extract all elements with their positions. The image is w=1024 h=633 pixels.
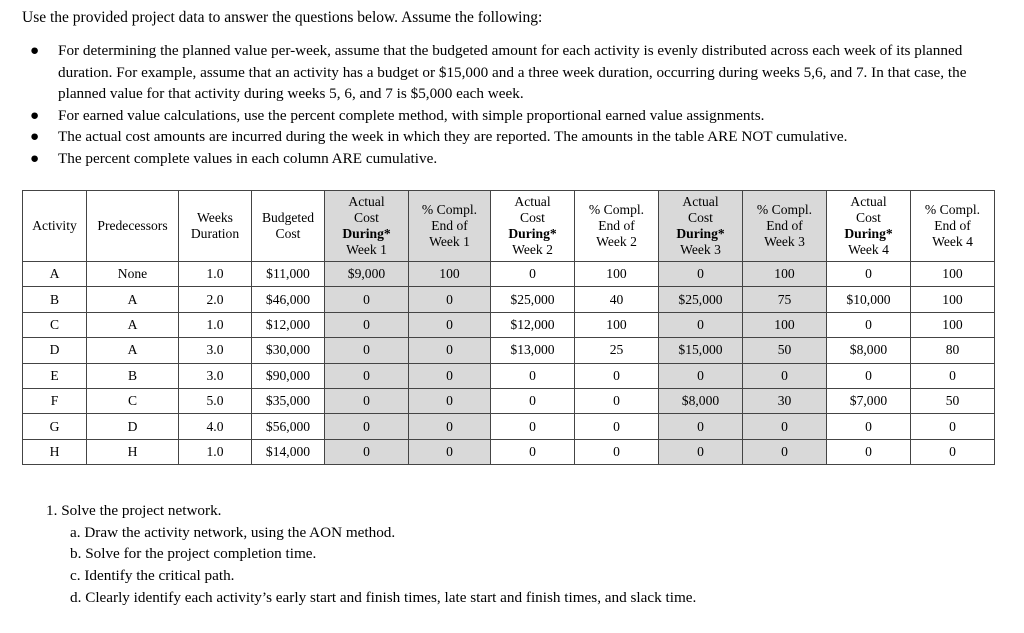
header-predecessors: Predecessors (87, 191, 179, 262)
header-budget: Budgeted Cost (252, 191, 325, 262)
table-cell: 1.0 (179, 262, 252, 287)
table-cell: 5.0 (179, 388, 252, 413)
header-pct-week4: % Compl. End of Week 4 (911, 191, 995, 262)
table-cell: $35,000 (252, 388, 325, 413)
table-cell: 25 (575, 338, 659, 363)
table-row (23, 439, 995, 464)
table-cell: 0 (325, 363, 409, 388)
table-cell: 2.0 (179, 287, 252, 312)
table-cell: G (23, 414, 87, 439)
table-row (23, 363, 995, 388)
table-cell: 0 (325, 312, 409, 337)
table-cell: $12,000 (252, 312, 325, 337)
table-cell: A (23, 262, 87, 287)
table-cell: 0 (827, 363, 911, 388)
table-cell: C (23, 312, 87, 337)
table-cell: C (87, 388, 179, 413)
table-cell: 0 (409, 312, 491, 337)
table-cell: 0 (409, 363, 491, 388)
header-actual-week2: Actual Cost During* Week 2 (491, 191, 575, 262)
table-cell: 0 (491, 363, 575, 388)
table-cell: B (23, 287, 87, 312)
table-cell: 75 (743, 287, 827, 312)
header-duration: Weeks Duration (179, 191, 252, 262)
table-cell: 0 (409, 439, 491, 464)
table-body (23, 262, 995, 465)
table-cell: $15,000 (659, 338, 743, 363)
assumptions-list (20, 40, 1010, 169)
table-cell: $56,000 (252, 414, 325, 439)
table-cell: 3.0 (179, 363, 252, 388)
table-cell: $8,000 (827, 338, 911, 363)
table-cell: 0 (409, 388, 491, 413)
table-cell: 0 (743, 363, 827, 388)
table-cell: 0 (409, 414, 491, 439)
table-cell: 0 (827, 439, 911, 464)
table-cell: 30 (743, 388, 827, 413)
question-sub-b: b. Solve for the project completion time. (70, 545, 317, 563)
table-cell: 0 (743, 414, 827, 439)
assumption-item: ● The actual cost amounts are incurred during the week in which they are reported. The amounts in the table ARE NOT cumulative. (20, 126, 1010, 148)
table-row (23, 262, 995, 287)
intro-text: Use the provided project data to answer the questions below. Assume the following: (22, 9, 543, 26)
table-cell: $11,000 (252, 262, 325, 287)
header-pct-week1: % Compl. End of Week 1 (409, 191, 491, 262)
header-actual-week4: Actual Cost During* Week 4 (827, 191, 911, 262)
table-cell: $13,000 (491, 338, 575, 363)
table-cell: 0 (659, 312, 743, 337)
table-cell: 0 (827, 312, 911, 337)
table-cell: H (87, 439, 179, 464)
table-cell: 100 (911, 287, 995, 312)
table-cell: $7,000 (827, 388, 911, 413)
table-cell: A (87, 287, 179, 312)
header-actual-week3: Actual Cost During* Week 3 (659, 191, 743, 262)
table-cell: F (23, 388, 87, 413)
table-cell: $8,000 (659, 388, 743, 413)
questions-section (46, 500, 696, 609)
table-cell: 0 (575, 388, 659, 413)
table-cell: 3.0 (179, 338, 252, 363)
table-cell: E (23, 363, 87, 388)
table-cell: 0 (659, 414, 743, 439)
table-cell: 0 (659, 262, 743, 287)
bullet-icon: ● (30, 128, 40, 145)
table-row (23, 338, 995, 363)
table-cell: 0 (491, 439, 575, 464)
table-cell: H (23, 439, 87, 464)
table-cell: None (87, 262, 179, 287)
header-pct-week2: % Compl. End of Week 2 (575, 191, 659, 262)
table-cell: 0 (409, 287, 491, 312)
table-cell: 0 (575, 363, 659, 388)
table-cell: B (87, 363, 179, 388)
table-cell: 0 (659, 439, 743, 464)
bullet-icon: ● (30, 149, 40, 167)
table-cell: 0 (659, 363, 743, 388)
table-cell: 4.0 (179, 414, 252, 439)
table-cell: 1.0 (179, 312, 252, 337)
table-cell: 100 (743, 262, 827, 287)
table-cell: 50 (911, 388, 995, 413)
table-cell: D (87, 414, 179, 439)
table-cell: 0 (325, 439, 409, 464)
assumption-item: ● For earned value calculations, use the percent complete method, with simple proportional earned value assignments. (20, 105, 1010, 127)
table-cell: $9,000 (325, 262, 409, 287)
table-cell: $25,000 (491, 287, 575, 312)
table-cell: 0 (325, 287, 409, 312)
bullet-icon: ● (30, 106, 40, 124)
table-cell: 100 (911, 262, 995, 287)
table-cell: $10,000 (827, 287, 911, 312)
table-row (23, 414, 995, 439)
table-cell: 40 (575, 287, 659, 312)
question-sub-c: c. Identify the critical path. (70, 567, 235, 585)
table-cell: $12,000 (491, 312, 575, 337)
table-cell: 0 (911, 439, 995, 464)
table-header-row (23, 191, 995, 262)
assumption-item: ● For determining the planned value per-week, assume that the budgeted amount for each activity is evenly distributed across each week of its planned duration. For example, assume that an activity has a budget or $15,000 and a three week duration, occurring during weeks 5,6, and 7. In that case, the planned value for that activity during weeks 5, 6, and 7 is $5,000 each week. (30, 42, 967, 102)
table-cell: 0 (911, 363, 995, 388)
question-sub-a: a. Draw the activity network, using the AON method. (70, 523, 396, 541)
table-cell: 0 (409, 338, 491, 363)
bullet-icon: ● (30, 42, 40, 59)
table-row (23, 287, 995, 312)
table-cell: 0 (325, 338, 409, 363)
table-cell: 0 (325, 388, 409, 413)
table-row (23, 312, 995, 337)
header-actual-week1: Actual Cost During* Week 1 (325, 191, 409, 262)
table-cell: 0 (827, 262, 911, 287)
assumption-item: ● The percent complete values in each column ARE cumulative. (20, 148, 1010, 170)
question-sub-d: d. Clearly identify each activity’s early start and finish times, late start and finish times, and slack time. (70, 588, 697, 606)
table-cell: 100 (575, 312, 659, 337)
question-main: 1. Solve the project network. (46, 502, 222, 519)
table-cell: $90,000 (252, 363, 325, 388)
table-cell: A (87, 312, 179, 337)
table-cell: 0 (491, 414, 575, 439)
table-cell: 0 (743, 439, 827, 464)
table-cell: $14,000 (252, 439, 325, 464)
table-cell: 100 (743, 312, 827, 337)
table-cell: $25,000 (659, 287, 743, 312)
header-pct-week3: % Compl. End of Week 3 (743, 191, 827, 262)
table-row (23, 388, 995, 413)
table-cell: D (23, 338, 87, 363)
project-data-table (22, 190, 995, 465)
table-cell: 100 (575, 262, 659, 287)
header-activity: Activity (23, 191, 87, 262)
table-cell: 0 (491, 262, 575, 287)
table-cell: 80 (911, 338, 995, 363)
table-cell: 0 (911, 414, 995, 439)
table-cell: 1.0 (179, 439, 252, 464)
table-cell: 0 (575, 439, 659, 464)
table-cell: $46,000 (252, 287, 325, 312)
table-cell: $30,000 (252, 338, 325, 363)
table-cell: 100 (409, 262, 491, 287)
table-cell: 0 (827, 414, 911, 439)
table-cell: 0 (491, 388, 575, 413)
table-cell: 0 (575, 414, 659, 439)
table-cell: 50 (743, 338, 827, 363)
table-cell: 100 (911, 312, 995, 337)
table-cell: A (87, 338, 179, 363)
table-cell: 0 (325, 414, 409, 439)
